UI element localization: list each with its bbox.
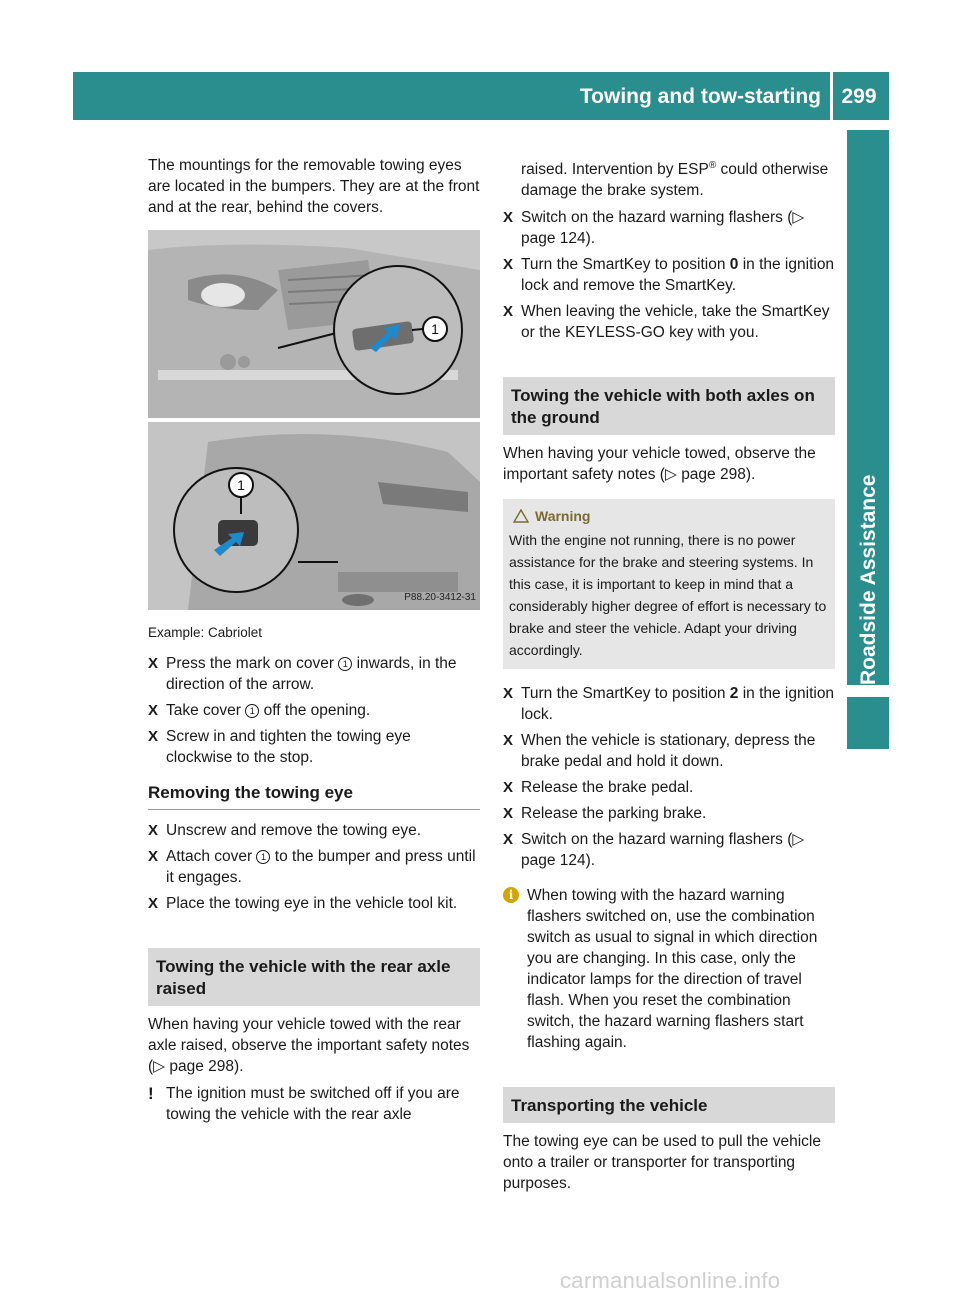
x-mark-icon: X	[503, 831, 514, 849]
list-item: X Place the towing eye in the vehicle tool kit.	[148, 895, 458, 912]
figure-caption: Example: Cabriolet	[148, 625, 263, 640]
list-item: X Take cover 1 off the opening.	[148, 702, 371, 719]
list-item: X When leaving the vehicle, take the SmartKey or the KEYLESS-GO key with you.	[503, 303, 830, 342]
left-column	[148, 155, 480, 1125]
list-item: X When the vehicle is stationary, depress the brake pedal and hold it down.	[503, 732, 816, 771]
both-paragraph: When having your vehicle towed, observe the important safety notes (▷ page 298).	[503, 445, 816, 484]
heading-both-axles: Towing the vehicle with both axles on the ground	[503, 377, 835, 435]
x-mark-icon: X	[503, 732, 514, 750]
page-number: 299	[841, 85, 877, 108]
rear-paragraph: When having your vehicle towed with the rear axle raised, observe the important safety notes (▷ page 298).	[148, 1016, 470, 1075]
caution-note: ! The ignition must be switched off if you are towing the vehicle with the rear axle	[148, 1084, 460, 1123]
info-icon: i	[503, 887, 519, 903]
list-item: X Switch on the hazard warning flashers (▷ page 124).	[503, 209, 805, 248]
thumb-marker	[847, 697, 889, 749]
figure-code: P88.20-3412-31	[404, 592, 476, 603]
list-item: X Unscrew and remove the towing eye.	[148, 822, 422, 839]
list-item: X Screw in and tighten the towing eye clockwise to the stop.	[148, 728, 411, 766]
x-mark-icon: X	[148, 655, 159, 672]
list-item: X Switch on the hazard warning flashers (▷ page 124).	[503, 831, 805, 870]
right-column	[503, 155, 835, 1200]
warning-text: With the engine not running, there is no power assistance for the brake and steering systems. In this case, it is important to keep in mind that a considerably higher degree of effort is necessary to brake and steer the vehicle. Adapt your driving accordingly.	[509, 532, 827, 659]
list-item: X Release the brake pedal.	[503, 779, 694, 797]
intro-paragraph: The mountings for the removable towing eyes are located in the bumpers. They are at the front and at the rear, behind the covers.	[148, 157, 480, 216]
x-mark-icon: X	[148, 728, 159, 745]
x-mark-icon: X	[148, 895, 159, 912]
heading-removing: Removing the towing eye	[148, 782, 480, 810]
front-bumper-illustration	[148, 230, 480, 418]
x-mark-icon: X	[503, 779, 514, 797]
rear-car-drawing	[148, 422, 480, 610]
step-list-2	[148, 820, 480, 914]
circled-number: 1	[338, 657, 352, 671]
info-note: i When towing with the hazard warning flashers switched on, use the combination switch as usual to signal in which direction you are changing. In this case, only the indicator lamps for the direction of travel flash. When you reset the combination switch, the hazard warning flashers start flashing again.	[503, 885, 835, 1053]
warning-triangle-icon	[513, 509, 529, 523]
x-mark-icon: X	[148, 702, 159, 719]
circled-number: 1	[245, 704, 259, 718]
callout-1-rear: 1	[237, 477, 245, 493]
heading-transport: Transporting the vehicle	[503, 1087, 835, 1123]
warning-box	[503, 499, 835, 669]
step-list-4	[503, 683, 835, 871]
x-mark-icon: X	[503, 685, 514, 703]
heading-rear-axle: Towing the vehicle with the rear axle raised	[148, 948, 480, 1006]
page-title: Towing and tow-starting	[579, 85, 821, 108]
section-tab-label: Roadside Assistance	[856, 474, 880, 685]
watermark: carmanualsonline.info	[560, 1268, 781, 1293]
continued-note: raised. Intervention by ESP® could otherwise damage the brake system.	[521, 160, 829, 200]
list-item: X Press the mark on cover 1 inwards, in the direction of the arrow.	[148, 655, 457, 693]
list-item: X Turn the SmartKey to position 2 in the ignition lock.	[503, 685, 835, 724]
x-mark-icon: X	[503, 303, 514, 321]
transport-paragraph: The towing eye can be used to pull the vehicle onto a trailer or transporter for transporting purposes.	[503, 1133, 821, 1193]
exclamation-icon: !	[148, 1084, 154, 1103]
section-tab	[847, 130, 889, 685]
rear-bumper-illustration	[148, 422, 480, 610]
x-mark-icon: X	[148, 822, 159, 839]
step-list-3	[503, 207, 835, 343]
list-item: X Turn the SmartKey to position 0 in the ignition lock and remove the SmartKey.	[503, 256, 835, 295]
header-divider	[830, 72, 833, 120]
callout-1: 1	[431, 321, 439, 337]
x-mark-icon: X	[148, 848, 159, 865]
list-item: X Attach cover 1 to the bumper and press until it engages.	[148, 848, 476, 886]
header-bar	[73, 72, 889, 120]
list-item: X Release the parking brake.	[503, 805, 707, 823]
x-mark-icon: X	[503, 256, 514, 274]
circled-number: 1	[256, 850, 270, 864]
warning-header: Warning	[509, 505, 829, 527]
x-mark-icon: X	[503, 209, 514, 227]
step-list-1	[148, 653, 480, 768]
front-car-drawing	[148, 230, 480, 418]
x-mark-icon: X	[503, 805, 514, 823]
